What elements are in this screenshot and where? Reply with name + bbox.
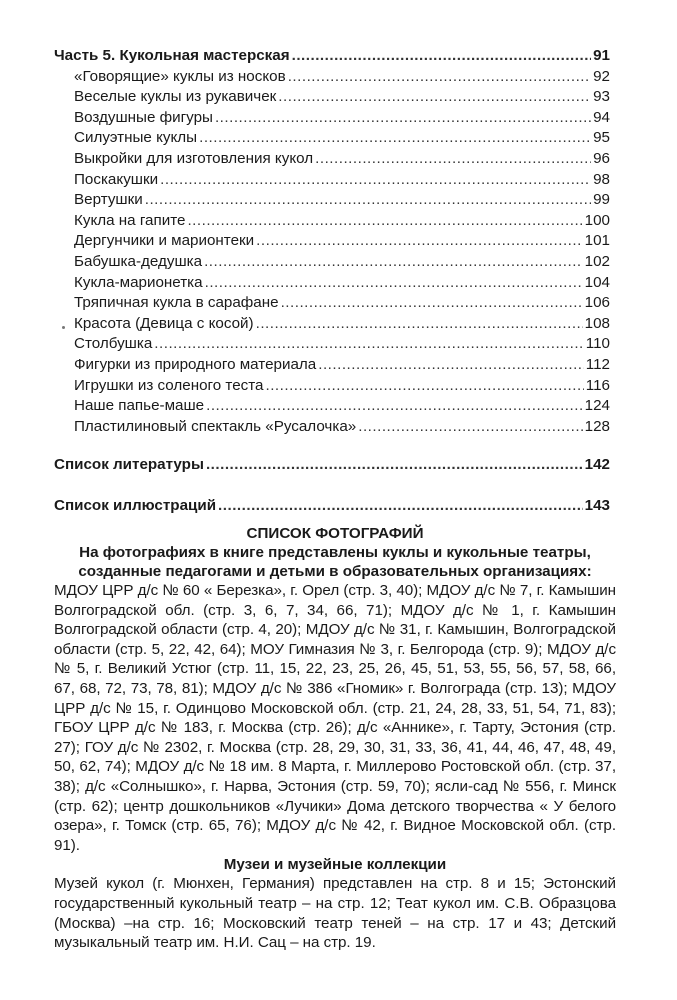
toc-page-number: 124 [584,397,610,415]
toc-page-number: 143 [584,497,610,515]
toc-entry-title: Список литературы [54,456,204,474]
toc-page-number: 112 [585,355,610,373]
toc-entry-title: «Говорящие» куклы из носков [74,67,286,85]
toc-page-number: 102 [584,252,610,270]
toc-entry-title: Поскакушки [74,170,159,188]
toc-leader-dots [145,190,591,211]
photo-list-section [54,524,616,953]
toc-leader-dots [288,67,591,88]
toc-item[interactable] [54,376,610,397]
table-of-contents [54,46,610,517]
toc-entry-title: Столбушка [74,335,153,353]
toc-page-number: 94 [593,108,610,126]
toc-item[interactable] [54,190,610,211]
toc-item[interactable] [54,417,610,438]
toc-page-number: 106 [584,294,610,312]
toc-item[interactable] [54,211,610,232]
toc-page-number: 116 [585,376,610,394]
toc-leader-dots [281,293,583,314]
toc-entry-title: Веселые куклы из рукавичек [74,88,277,106]
toc-page-number: 110 [585,335,610,353]
toc-illustrations-row[interactable] [54,495,610,517]
toc-page-number: 104 [584,273,610,291]
toc-leader-dots [199,128,591,149]
toc-entry-title: Силуэтные куклы [74,129,198,147]
toc-item[interactable] [54,149,610,170]
toc-page-number: 128 [584,417,610,435]
toc-item[interactable] [54,273,610,294]
toc-page-number: 92 [593,67,610,85]
toc-entry-title: Тряпичная кукла в сарафане [74,294,279,312]
toc-page-number: 98 [593,170,610,188]
toc-page-number: 91 [593,47,610,64]
toc-entry-title: Кукла-марионетка [74,273,203,291]
toc-literature-row[interactable] [54,454,610,476]
toc-item[interactable] [54,252,610,273]
toc-item[interactable] [54,87,610,108]
toc-item[interactable] [54,293,610,314]
print-speck [62,326,65,329]
toc-entry-title: Список иллюстраций [54,497,217,515]
museums-heading: Музеи и музейные коллекции [223,856,447,874]
toc-leader-dots [315,149,591,170]
toc-leader-dots [206,454,583,476]
toc-entry-title: Воздушные фигуры [74,108,213,126]
toc-entry-title: Кукла на гапите [74,211,186,229]
toc-entry-title: Часть 5. Кукольная мастерская [54,47,290,64]
toc-leader-dots [160,170,591,191]
toc-page-number: 96 [593,149,610,167]
toc-item[interactable] [54,396,610,417]
toc-item[interactable] [54,67,610,88]
toc-item[interactable] [54,334,610,355]
toc-item[interactable] [54,355,610,376]
toc-leader-dots [205,273,583,294]
toc-leader-dots [206,396,583,417]
toc-entry-title: Наше папье-маше [74,397,205,415]
photo-list-body: МДОУ ЦРР д/с № 60 « Березка», г. Орел (стр. 3, 40); МДОУ д/с № 7, г. Камышин Волгоградской обл. (стр. 3, 6, 7, 34, 66, 71); МДОУ д/с № 1, г. Камышин Волгоградской области (стр. 4, 20); МДОУ д/с № 31, г. Камышин, Волгоградской области (стр. 5, 22, 42, 64); МОУ Гимназия № 3, г. Белгорода (стр. 9); МДОУ д/с № 5, г. Великий Устюг (стр. 11, 15, 22, 23, 25, 26, 45, 51, 53, 55, 56, 57, 58, 66, 67, 68, 72, 73, 78, 81); МДОУ д/с № 386 «Гномик» г. Волгограда (стр. 13); МДОУ ЦРР д/с № 15, г. Одинцово Московской обл. (стр. 21, 24, 28, 33, 51, 54, 71, 83); ГБОУ ЦРР д/с № 183, г. Москва (стр. 26); д/с «Анникe», г. Тарту, Эстония (стр. 27); ГОУ д/с № 2302, г. Москва (стр. 28, 29, 30, 31, 33, 36, 41, 44, 46, 47, 48, 49, 50, 62, 74); МДОУ д/с № 18 им. 8 Марта, г. Миллерово Ростовской обл. (стр. 37, 38); д/с «Солнышко», г. Нарва, Эстония (стр. 59, 70); ясли-сад № 556, г. Минск (стр. 62); центр дошкольников «Лучики» Дома детского творчества « У белого озера», г. Томск (стр. 65, 76); МДОУ д/с № 42, г. Видное Московской обл. (стр. 91). [54,582,616,854]
toc-leader-dots [265,376,583,397]
toc-item[interactable] [54,128,610,149]
toc-entry-title: Фигурки из природного материала [74,355,317,373]
toc-leader-dots [358,417,582,438]
toc-leader-dots [204,252,583,273]
toc-leader-dots [278,87,591,108]
toc-leader-dots [215,108,591,129]
toc-entry-title: Игрушки из соленого теста [74,376,264,394]
toc-item[interactable] [54,108,610,129]
toc-page-number: 101 [584,232,610,250]
toc-part5-row[interactable] [54,46,610,67]
toc-leader-dots [187,211,582,232]
toc-page-number: 100 [584,211,610,229]
toc-entry-title: Выкройки для изготовления кукол [74,149,314,167]
toc-page-number: 108 [584,314,610,332]
toc-leader-dots [154,334,583,355]
toc-page-number: 95 [593,129,610,147]
toc-item[interactable] [54,314,610,335]
toc-entry-title: Бабушка-дедушка [74,252,203,270]
museums-body: Музей кукол (г. Мюнхен, Германия) представлен на стр. 8 и 15; Эстонский государственный кукольный театр – на стр. 12; Теат кукол им. С.В. Образцова (Москва) –на стр. 16; Московский театр теней – на стр. 17 и 43; Детский музыкальный театр им. Н.И. Сац – на стр. 19. [54,875,616,952]
toc-page-number: 142 [584,456,610,474]
toc-leader-dots [256,314,583,335]
toc-entry-title: Вертушки [74,191,143,209]
toc-leader-dots [256,231,582,252]
toc-entry-title: Красота (Девица с косой) [74,314,254,332]
toc-page-number: 99 [593,191,610,209]
toc-item[interactable] [54,231,610,252]
toc-leader-dots [292,46,592,67]
toc-entry-title: Пластилиновый спектакль «Русалочка» [74,417,357,435]
toc-leader-dots [218,495,583,517]
photo-list-subheading: На фотографиях в книге представлены куклы и кукольные театры, созданные педагогами и детьми в образовательных организациях: [78,544,592,580]
toc-page-number: 93 [593,88,610,106]
photo-list-heading: СПИСОК ФОТОГРАФИЙ [246,525,424,542]
toc-entry-title: Дергунчики и мариοнтеки [74,232,255,250]
toc-leader-dots [318,355,584,376]
toc-item[interactable] [54,170,610,191]
